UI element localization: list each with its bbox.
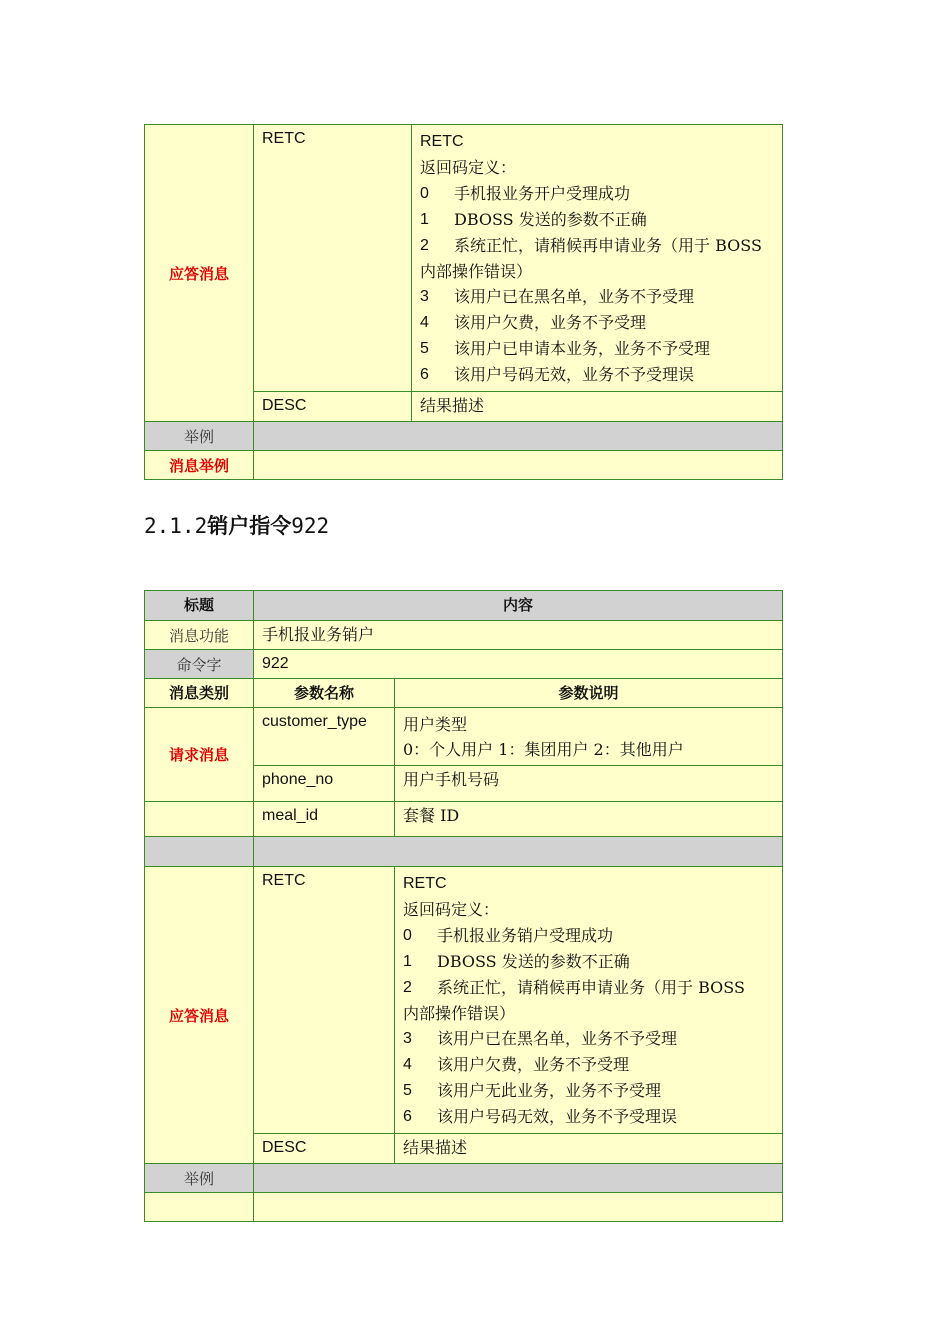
desc-param-description: 结果描述: [412, 392, 783, 422]
separator-row-label: [145, 837, 254, 867]
section-title: 销户指令: [207, 514, 292, 538]
header-content: 内容: [254, 591, 783, 621]
return-code: 2: [403, 979, 412, 996]
desc-param-name: DESC: [254, 392, 412, 422]
command-label: 命令字: [145, 650, 254, 679]
column-param-desc: 参数说明: [395, 679, 783, 708]
return-code: 5: [403, 1082, 412, 1099]
retc-title: RETC: [420, 133, 464, 150]
return-code-text-continued: 内部操作错误）: [403, 1004, 516, 1023]
return-code: 1: [403, 953, 412, 970]
retc-description: [412, 125, 783, 392]
retc-definition-label: 返回码定义：: [403, 900, 500, 919]
return-code: 6: [420, 366, 429, 383]
function-value: 手机报业务销户: [254, 621, 783, 650]
return-code-row: [420, 233, 774, 259]
return-code: 3: [420, 288, 429, 305]
return-code-row: [403, 975, 774, 1001]
message-example-value: [254, 1193, 783, 1222]
retc-param-name: RETC: [254, 867, 395, 1134]
column-param-name: 参数名称: [254, 679, 395, 708]
retc-title: RETC: [403, 875, 447, 892]
return-code-row: [420, 362, 774, 388]
example-value: [254, 1164, 783, 1193]
example-value: [254, 422, 783, 451]
return-code-text: DBOSS 发送的参数不正确: [454, 210, 647, 229]
return-code-row: [403, 1026, 774, 1052]
example-label: 举例: [145, 422, 254, 451]
param-name: customer_type: [254, 708, 395, 766]
section-heading: [144, 512, 329, 540]
return-code-row: [403, 1078, 774, 1104]
return-code-text: 系统正忙，请稍候再申请业务（用于 BOSS: [437, 978, 745, 997]
return-code-text: 系统正忙，请稍候再申请业务（用于 BOSS: [454, 236, 762, 255]
cancel-account-spec-table: [144, 590, 783, 1222]
request-message-label-empty: [145, 802, 254, 837]
param-name: phone_no: [254, 766, 395, 802]
return-code-text: 该用户已申请本业务，业务不予受理: [454, 339, 711, 358]
return-code-text: 手机报业务销户受理成功: [437, 926, 614, 945]
request-message-label: 请求消息: [145, 708, 254, 802]
param-description-line: 用户类型: [403, 715, 468, 734]
return-code-text-continued: 内部操作错误）: [420, 262, 533, 281]
return-code-row: [403, 1104, 774, 1130]
return-code: 1: [420, 211, 429, 228]
example-label: 举例: [145, 1164, 254, 1193]
return-code-row: [420, 310, 774, 336]
message-example-label-empty: [145, 1193, 254, 1222]
return-code-text: 该用户欠费，业务不予受理: [454, 313, 647, 332]
return-code: 4: [420, 314, 429, 331]
retc-description: [395, 867, 783, 1134]
return-code-row: [403, 1052, 774, 1078]
command-value: 922: [254, 650, 783, 679]
response-message-label: 应答消息: [145, 867, 254, 1164]
return-code-row: [420, 181, 774, 207]
return-code-row: [403, 949, 774, 975]
return-code-text: 该用户已在黑名单，业务不予受理: [454, 287, 695, 306]
param-name: meal_id: [254, 802, 395, 837]
return-code-text: 手机报业务开户受理成功: [454, 184, 631, 203]
return-code-text: 该用户无此业务，业务不予受理: [437, 1081, 662, 1100]
header-title: 标题: [145, 591, 254, 621]
retc-param-name: RETC: [254, 125, 412, 392]
return-code: 5: [420, 340, 429, 357]
return-code-text: 该用户号码无效，业务不予受理误: [454, 365, 695, 384]
return-code-text: 该用户欠费，业务不予受理: [437, 1055, 630, 1074]
param-description: 套餐 ID: [395, 802, 783, 837]
return-code: 3: [403, 1030, 412, 1047]
response-message-label: 应答消息: [145, 125, 254, 422]
response-table-open-account: [144, 124, 783, 480]
return-code: 0: [420, 185, 429, 202]
param-description-line: 0：个人用户 1：集团用户 2：其他用户: [403, 740, 684, 759]
section-number: 2.1.2: [144, 514, 208, 538]
return-code: 0: [403, 927, 412, 944]
return-code: 6: [403, 1108, 412, 1125]
retc-definition-label: 返回码定义：: [420, 158, 517, 177]
return-code-text: 该用户已在黑名单，业务不予受理: [437, 1029, 678, 1048]
return-code-row: [420, 284, 774, 310]
return-code: 4: [403, 1056, 412, 1073]
message-example-value: [254, 451, 783, 480]
return-code-text: 该用户号码无效，业务不予受理误: [437, 1107, 678, 1126]
return-code-row: [403, 923, 774, 949]
return-code-row: [420, 336, 774, 362]
column-message-type: 消息类别: [145, 679, 254, 708]
section-command-code: 922: [291, 514, 330, 538]
desc-param-description: 结果描述: [395, 1134, 783, 1164]
function-label: 消息功能: [145, 621, 254, 650]
return-code-row: [420, 207, 774, 233]
desc-param-name: DESC: [254, 1134, 395, 1164]
message-example-label: 消息举例: [145, 451, 254, 480]
param-description: [395, 708, 783, 766]
return-code-text: DBOSS 发送的参数不正确: [437, 952, 630, 971]
return-code: 2: [420, 237, 429, 254]
param-description: 用户手机号码: [395, 766, 783, 802]
separator-row-value: [254, 837, 783, 867]
